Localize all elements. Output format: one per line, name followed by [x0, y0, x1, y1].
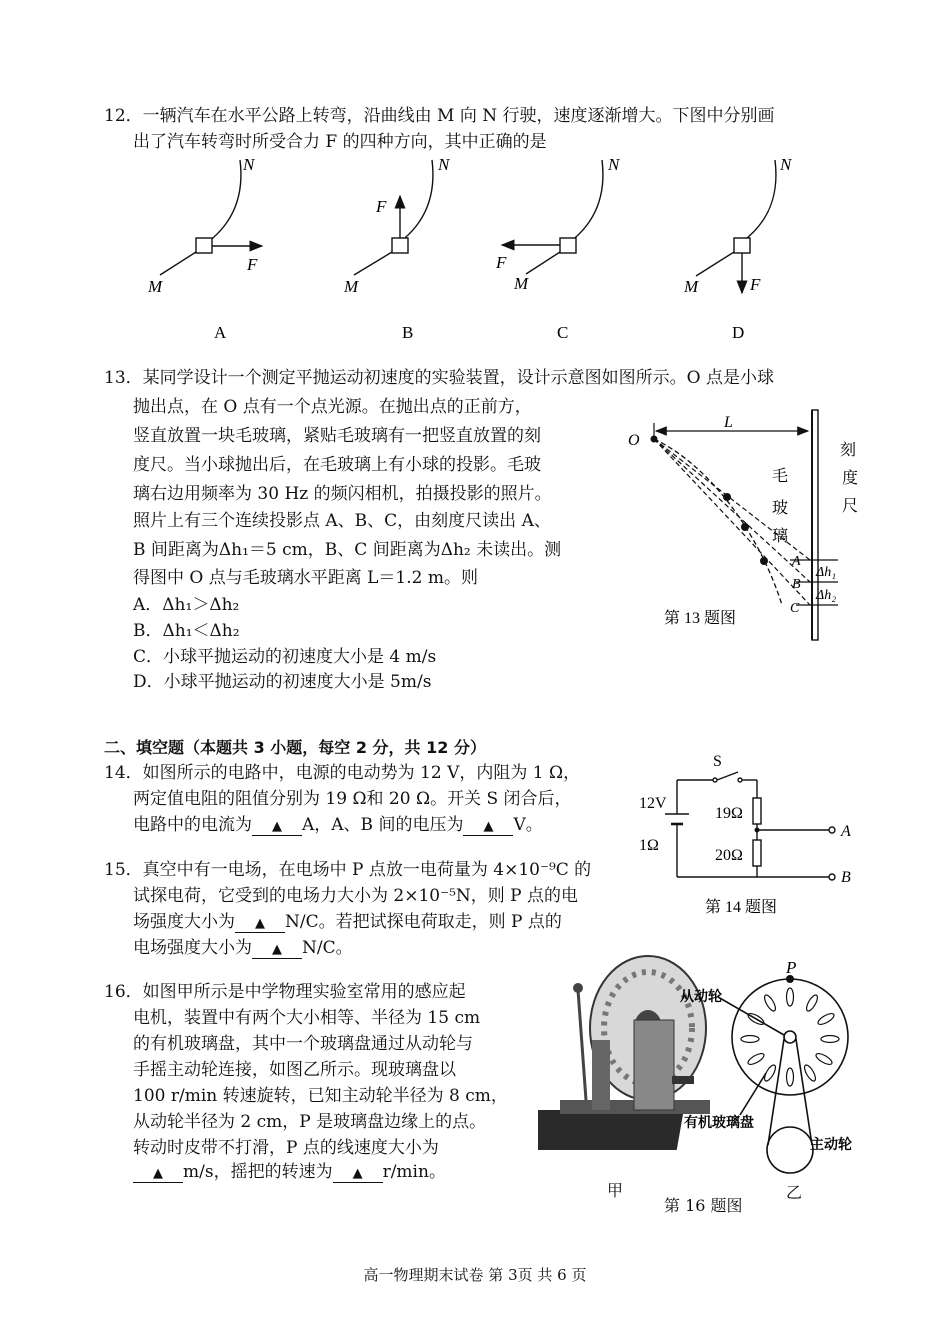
q13-fig-b: B — [792, 577, 801, 592]
q16-fig-jia: 甲 — [607, 1181, 624, 1200]
section2-heading: 二、填空题（本题共 3 小题，每空 2 分，共 12 分） — [104, 738, 486, 757]
q13-fig-o: O — [628, 432, 640, 449]
q16-line4: 100 r/min 转速旋转，已知主动轮半径为 8 cm， — [133, 1086, 508, 1106]
q13-fig-dh2: Δh₂ — [816, 588, 837, 603]
q12-b-m: M — [344, 277, 359, 296]
q12-c-f: F — [496, 253, 507, 272]
q13-fig-ruler-2: 尺 — [842, 498, 859, 515]
q15-blank-2[interactable]: ▲ — [252, 942, 302, 959]
q16-line7 — [133, 1160, 446, 1184]
q15-blank-1[interactable]: ▲ — [235, 916, 285, 933]
q15-line4 — [133, 936, 353, 960]
q14-line3 — [133, 813, 543, 837]
q14-fig-b: B — [841, 869, 851, 886]
q13-option-c: C．小球平抛运动的初速度大小是 4 m/s — [133, 647, 437, 667]
q15-line2: 试探电荷，它受到的电场力大小为 2×10⁻⁵N，则 P 点的电 — [133, 886, 579, 906]
q15-line4-b: N/C。 — [302, 938, 353, 958]
q13-fig-ruler-1: 度 — [842, 470, 859, 487]
q12-a-m: M — [148, 277, 163, 296]
q13-line4: 璃右边用频率为 30 Hz 的频闪相机，拍摄投影的照片。 — [133, 484, 552, 504]
q16-fig-yi: 乙 — [786, 1183, 803, 1202]
q12-b-f: F — [376, 197, 387, 216]
q14-line3-c: V。 — [513, 815, 543, 835]
q14-blank-1[interactable]: ▲ — [252, 819, 302, 836]
page-footer: 高一物理期末试卷 第 3页 共 6 页 — [363, 1266, 587, 1284]
q16-line5: 从动轮半径为 2 cm，P 是玻璃盘边缘上的点。 — [133, 1112, 487, 1132]
q16-figure — [670, 955, 890, 1215]
q13-fig-glass-2: 璃 — [772, 528, 789, 545]
q16-line3: 手摇主动轮连接，如图乙所示。现玻璃盘以 — [133, 1060, 456, 1080]
q12-d-m: M — [684, 277, 699, 296]
q16-last-a: m/s，摇把的转速为 — [183, 1162, 333, 1182]
q15-line3-a: 场强度大小为 — [133, 912, 235, 932]
q16-blank-1[interactable]: ▲ — [133, 1166, 183, 1183]
q12-option-a: A — [214, 323, 227, 342]
q12-figure — [130, 150, 810, 350]
q14-line2: 两定值电阻的阻值分别为 19 Ω和 20 Ω。开关 S 闭合后， — [133, 789, 572, 809]
q13-fig-glass-1: 玻 — [772, 500, 789, 517]
q16-line1: 电机，装置中有两个大小相等、半径为 15 cm — [133, 1008, 481, 1028]
q16-line6: 转动时皮带不打滑，P 点的线速度大小为 — [133, 1138, 439, 1158]
q16-fig-disk: 有机玻璃盘 — [684, 1116, 754, 1131]
q13-fig-caption: 第 13 题图 — [664, 610, 737, 627]
q15-line3 — [133, 910, 562, 934]
q12-option-c: C — [557, 323, 569, 342]
q13-figure — [620, 405, 870, 645]
q15-line4-a: 电场强度大小为 — [133, 938, 252, 958]
q12-a-n: N — [243, 155, 255, 174]
q14-line3-a: 电路中的电流为 — [133, 815, 252, 835]
q12-a-f: F — [247, 255, 258, 274]
q14-fig-s: S — [713, 753, 722, 770]
q13-line0: 13．某同学设计一个测定平抛运动初速度的实验装置，设计示意图如图所示。O 点是小球 — [104, 368, 774, 388]
q12-b-n: N — [438, 155, 450, 174]
q16-last-b: r/min。 — [382, 1162, 446, 1182]
q14-fig-r1: 19Ω — [715, 805, 743, 822]
q16-blank-2[interactable]: ▲ — [333, 1166, 383, 1183]
q14-fig-a: A — [841, 823, 851, 840]
q12-c-m: M — [514, 274, 529, 293]
q13-fig-ruler-0: 刻 — [840, 442, 857, 459]
q15-line3-b: N/C。若把试探电荷取走，则 P 点的 — [285, 912, 562, 932]
q12-d-f: F — [750, 275, 761, 294]
q16-line2: 的有机玻璃盘，其中一个玻璃盘通过从动轮与 — [133, 1034, 473, 1054]
q16-fig-driver: 主动轮 — [810, 1138, 852, 1153]
q12-line1: 12．一辆汽车在水平公路上转弯，沿曲线由 M 向 N 行驶，速度逐渐增大。下图中分别画 — [104, 106, 775, 126]
q14-fig-r: 1Ω — [639, 837, 659, 854]
q14-line3-b: A，A、B 间的电压为 — [302, 815, 464, 835]
q13-line1: 抛出点，在 O 点有一个点光源。在抛出点的正前方， — [133, 397, 532, 417]
q13-option-a: A．Δh₁＞Δh₂ — [133, 595, 240, 615]
q16-fig-caption: 第 16 题图 — [664, 1196, 743, 1215]
q13-option-d: D．小球平抛运动的初速度大小是 5m/s — [133, 672, 432, 692]
q13-line3: 度尺。当小球抛出后，在毛玻璃上有小球的投影。毛玻 — [133, 455, 541, 475]
q12-d-n: N — [780, 155, 792, 174]
q14-fig-caption: 第 14 题图 — [705, 899, 778, 916]
q13-option-b: B．Δh₁＜Δh₂ — [133, 621, 240, 641]
q12-line2: 出了汽车转弯时所受合力 F 的四种方向，其中正确的是 — [133, 132, 547, 152]
q13-fig-dh1: Δh₁ — [816, 565, 837, 580]
q14-fig-emf: 12V — [639, 795, 667, 812]
q13-line7: 得图中 O 点与毛玻璃水平距离 L＝1.2 m。则 — [133, 568, 478, 588]
q13-fig-l: L — [724, 414, 733, 431]
q12-option-b: B — [402, 323, 414, 342]
q14-line1: 14．如图所示的电路中，电源的电动势为 12 V，内阻为 1 Ω， — [104, 763, 581, 783]
q12-option-d: D — [732, 323, 745, 342]
q14-figure — [635, 752, 865, 922]
q13-line2: 竖直放置一块毛玻璃，紧贴毛玻璃有一把竖直放置的刻 — [133, 426, 541, 446]
q13-fig-c: C — [790, 601, 800, 616]
q13-fig-a: A — [792, 554, 801, 569]
q13-fig-glass-0: 毛 — [772, 468, 789, 485]
q16-line0: 16．如图甲所示是中学物理实验室常用的感应起 — [104, 982, 466, 1002]
q15-line1: 15．真空中有一电场，在电场中 P 点放一电荷量为 4×10⁻⁹C 的 — [104, 860, 592, 880]
q16-fig-p: P — [786, 958, 797, 977]
q12-c-n: N — [608, 155, 620, 174]
q14-blank-2[interactable]: ▲ — [463, 819, 513, 836]
q14-fig-r2: 20Ω — [715, 847, 743, 864]
q13-line6: B 间距离为Δh₁＝5 cm，B、C 间距离为Δh₂ 未读出。测 — [133, 540, 562, 560]
q13-line5: 照片上有三个连续投影点 A、B、C，由刻度尺读出 A、 — [133, 511, 551, 531]
q16-fig-driven: 从动轮 — [680, 990, 722, 1005]
